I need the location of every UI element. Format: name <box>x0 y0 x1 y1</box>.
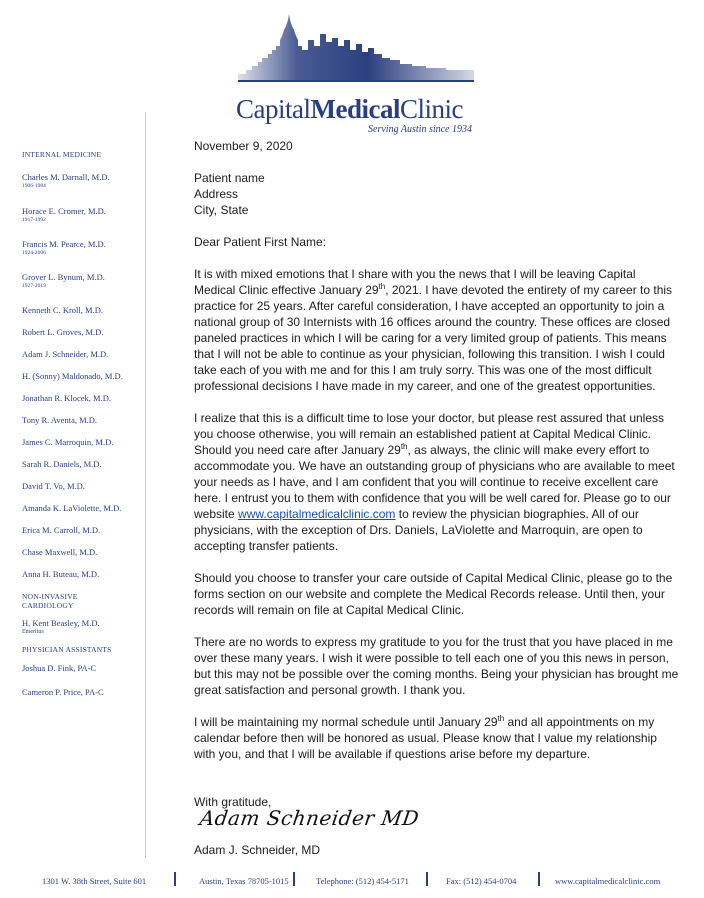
clinic-tagline: Serving Austin since 1934 <box>368 124 472 135</box>
signer-name: Adam J. Schneider, MD <box>194 843 321 857</box>
sidebar-doctor: H. Kent Beasley, M.D. Emeritus <box>22 618 100 635</box>
website-link[interactable]: www.capitalmedicalclinic.com <box>238 507 396 521</box>
paragraph-5: I will be maintaining my normal schedule until January 29th and all appointments on my calendar before then will be honored as usual. Please know that I value my relationship with you, and that I will be available if questions arise before my departure. <box>194 714 657 761</box>
footer-separator <box>538 872 540 886</box>
sidebar-doctor: Chase Maxwell, M.D. <box>22 547 98 557</box>
footer-phone: Telephone: (512) 454-5171 <box>316 876 409 886</box>
clinic-name: CapitalMedicalClinic <box>236 94 463 124</box>
sidebar-doctor: Francis M. Pearce, M.D. 1924-2006 <box>22 239 106 256</box>
sidebar-doctor: Adam J. Schneider, M.D. <box>22 349 109 359</box>
letter-body <box>194 138 680 810</box>
sidebar-doctor: Sarah R. Daniels, M.D. <box>22 459 102 469</box>
sidebar-doctor: Cameron P. Price, PA-C <box>22 687 104 697</box>
paragraph-4: There are no words to express my gratitude to you for the trust that you have placed in me over these many years. I wish it were possible to tell each one of you this news in person, but this may not be possible over the coming months. Being your physician has brought me great satisfaction and personal growth. I thank you. <box>194 635 679 697</box>
footer-fax: Fax: (512) 454-0704 <box>446 876 517 886</box>
footer-address: 1301 W. 38th Street, Suite 601 <box>42 876 147 886</box>
address-line: City, State <box>194 203 249 217</box>
sidebar-doctor: Anna H. Buteau, M.D. <box>22 569 100 579</box>
footer-city: Austin, Texas 78705-1015 <box>199 876 289 886</box>
sidebar-doctor: David T. Vo, M.D. <box>22 481 85 491</box>
sidebar-doctor: Charles M. Darnall, M.D. 1906-1984 <box>22 172 110 189</box>
closing: With gratitude, <box>194 795 272 809</box>
sidebar-doctor: Grover L. Bynum, M.D. 1927-2019 <box>22 272 105 289</box>
sidebar-doctor: H. (Sonny) Maldonado, M.D. <box>22 371 123 381</box>
sidebar-doctor: Erica M. Carroll, M.D. <box>22 525 101 535</box>
sidebar-doctor: Horace E. Cromer, M.D. 1917-1992 <box>22 206 106 223</box>
footer-separator <box>174 872 176 886</box>
salutation: Dear Patient First Name: <box>194 235 327 249</box>
section-heading-cardiology: NON-INVASIVE CARDIOLOGY <box>22 592 78 610</box>
sidebar-doctor: Amanda K. LaViolette, M.D. <box>22 503 122 513</box>
address-line: Patient name <box>194 171 265 185</box>
paragraph-2: I realize that this is a difficult time to lose your doctor, but please rest assured that unless you choose otherwise, you will remain an established patient at Capital Medical Clinic. Should you need care after January 29th, as always, the clinic will make every effort to accommodate you. We have an outstanding group of physicians who are available to meet your needs as I have, and I am confident that you will continue to receive excellent care here. I entrust you to them with confidence that you will be well cared for. Please go to our website www.capitalmedicalclinic.com to review the physician biographies. All of our physicians, with the exception of Drs. Daniels, LaViolette and Marroquin, are open to accepting transfer patients. <box>194 411 675 553</box>
section-heading-internal-medicine: INTERNAL MEDICINE <box>22 150 102 159</box>
sidebar-doctor: Jonathan R. Klocek, M.D. <box>22 393 112 403</box>
handwritten-signature: Adam Schneider MD <box>198 806 421 830</box>
austin-skyline-icon <box>236 10 476 90</box>
section-heading-physician-assistants: PHYSICIAN ASSISTANTS <box>22 645 112 654</box>
sidebar-doctor: Tony R. Aventa, M.D. <box>22 415 98 425</box>
footer-separator <box>426 872 428 886</box>
letter-date: November 9, 2020 <box>194 139 293 153</box>
sidebar-doctor: Robert L. Groves, M.D. <box>22 327 104 337</box>
paragraph-3: Should you choose to transfer your care outside of Capital Medical Clinic, please go to the forms section on our website and complete the Medical Records release. Until then, your records will remain on file at Capital Medical Clinic. <box>194 571 673 617</box>
footer-separator <box>293 872 295 886</box>
clinic-logo <box>236 10 476 135</box>
sidebar-doctor: Kenneth C. Kroll, M.D. <box>22 305 103 315</box>
sidebar-divider <box>145 112 146 858</box>
address-line: Address <box>194 187 239 201</box>
sidebar-doctor: Joshua D. Fink, PA-C <box>22 663 97 673</box>
physician-sidebar <box>22 150 140 709</box>
footer-website[interactable]: www.capitalmedicalclinic.com <box>555 876 661 886</box>
sidebar-doctor: James C. Marroquin, M.D. <box>22 437 114 447</box>
paragraph-1: It is with mixed emotions that I share with you the news that I will be leaving Capital Medical Clinic effective January 29th, 2021. I have devoted the entirety of my career to this practice for 25 years. After careful consideration, I have accepted an opportunity to join a national group of 30 Internists with 16 offices around the country. These offices are closed paneled practices in which I will be caring for a very limited group of patients. This means that I will not be able to continue as your physician, following this transition. I wish I could take each of you with me and for this I am truly sorry. This was one of the most difficult professional decisions I have made in my career, and one of the greatest opportunities. <box>194 267 673 393</box>
